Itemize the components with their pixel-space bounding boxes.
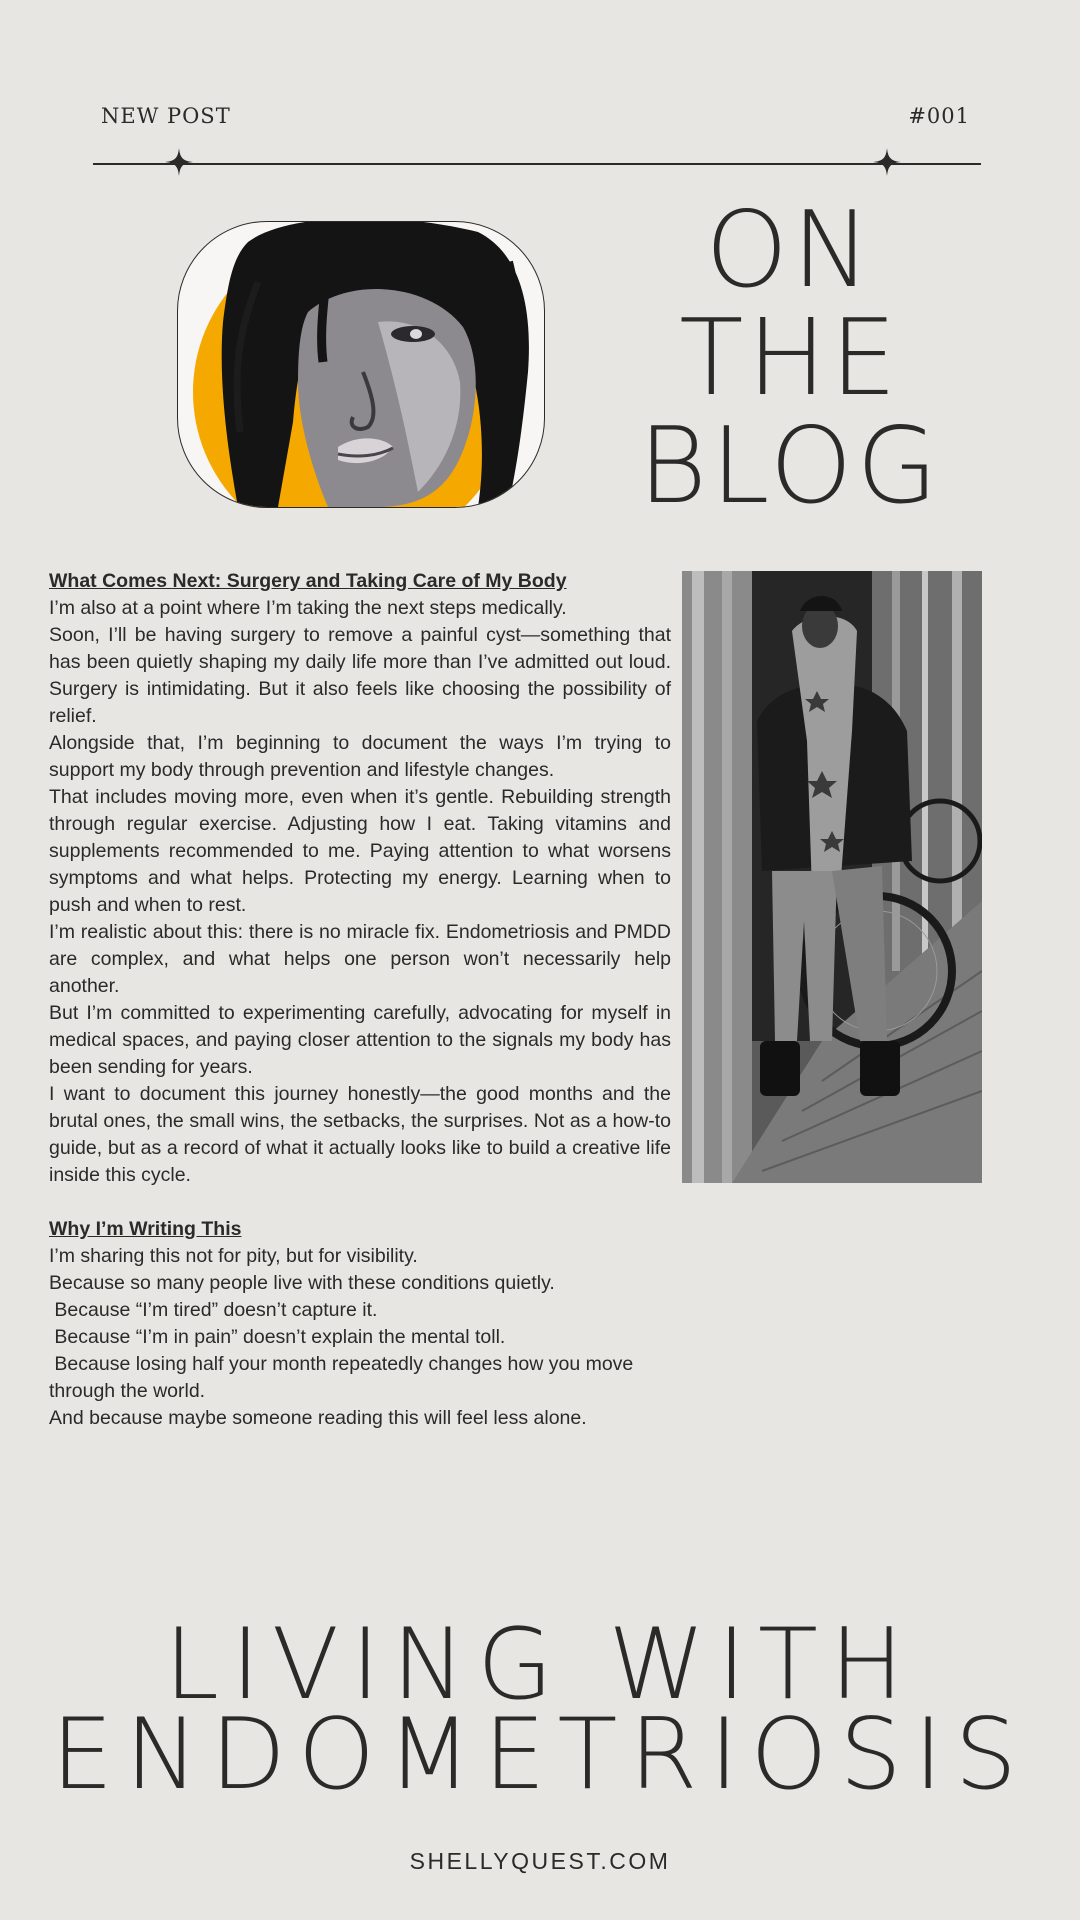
paragraph: Because so many people live with these conditions quietly. (49, 1272, 555, 1294)
paragraph: But I’m committed to experimenting carefully, advocating for myself in medical spaces, and paying closer attention to the signals my body has been sending for years. (49, 1002, 671, 1078)
sparkle-icon (165, 148, 193, 176)
blog-title-line: THE (679, 297, 901, 419)
paragraph: I’m also at a point where I’m taking the next steps medically. (49, 597, 567, 619)
site-url: SHELLYQUEST.COM (409, 1848, 671, 1874)
paragraph: Because “I’m in pain” doesn’t explain the mental toll. (49, 1326, 506, 1348)
section-heading: Why I’m Writing This (49, 1218, 242, 1240)
footer-title-line: ENDOMETRIOSIS (51, 1698, 1029, 1812)
blog-title-line: ON (705, 189, 875, 311)
header-divider (93, 163, 981, 165)
paragraph: Because “I’m tired” doesn’t capture it. (49, 1299, 378, 1321)
paragraph: I want to document this journey honestly—the good months and the brutal ones, the small wins, the setbacks, the surprises. Not as a how-to guide, but as a record of what it actually looks like to build a creative life inside this cycle. (49, 1083, 671, 1186)
footer-title-line: LIVING WITH (164, 1608, 916, 1722)
section-heading: What Comes Next: Surgery and Taking Care of My Body (49, 570, 567, 592)
blog-title (620, 189, 960, 527)
article-body (49, 568, 671, 1432)
sparkle-icon (873, 148, 901, 176)
paragraph: And because maybe someone reading this will feel less alone. (49, 1407, 587, 1429)
portrait-illustration (177, 221, 545, 508)
blog-title-line: BLOG (638, 405, 942, 527)
paragraph: That includes moving more, even when it’s gentle. Rebuilding strength through regular exercise. Adjusting how I eat. Taking vitamins and supplements recommended to me. Paying attention to what worsens symptoms and what helps. Protecting my energy. Learning when to push and when to rest. (49, 786, 671, 916)
street-photo (682, 571, 982, 1183)
paragraph: Soon, I’ll be having surgery to remove a painful cyst—something that has been quietly shaping my daily life more than I’ve admitted out loud. Surgery is intimidating. But it also feels like choosing the possibility of relief. (49, 624, 671, 727)
footer-title (0, 1608, 1080, 1812)
paragraph: Because losing half your month repeatedly changes how you move through the world. (49, 1353, 639, 1402)
post-number-label: #001 (908, 104, 970, 128)
paragraph: I’m sharing this not for pity, but for visibility. (49, 1245, 418, 1267)
paragraph: Alongside that, I’m beginning to document the ways I’m trying to support my body through prevention and lifestyle changes. (49, 732, 671, 781)
paragraph: I’m realistic about this: there is no miracle fix. Endometriosis and PMDD are complex, and what helps one person won’t necessarily help another. (49, 921, 671, 997)
new-post-label: NEW POST (101, 104, 231, 128)
